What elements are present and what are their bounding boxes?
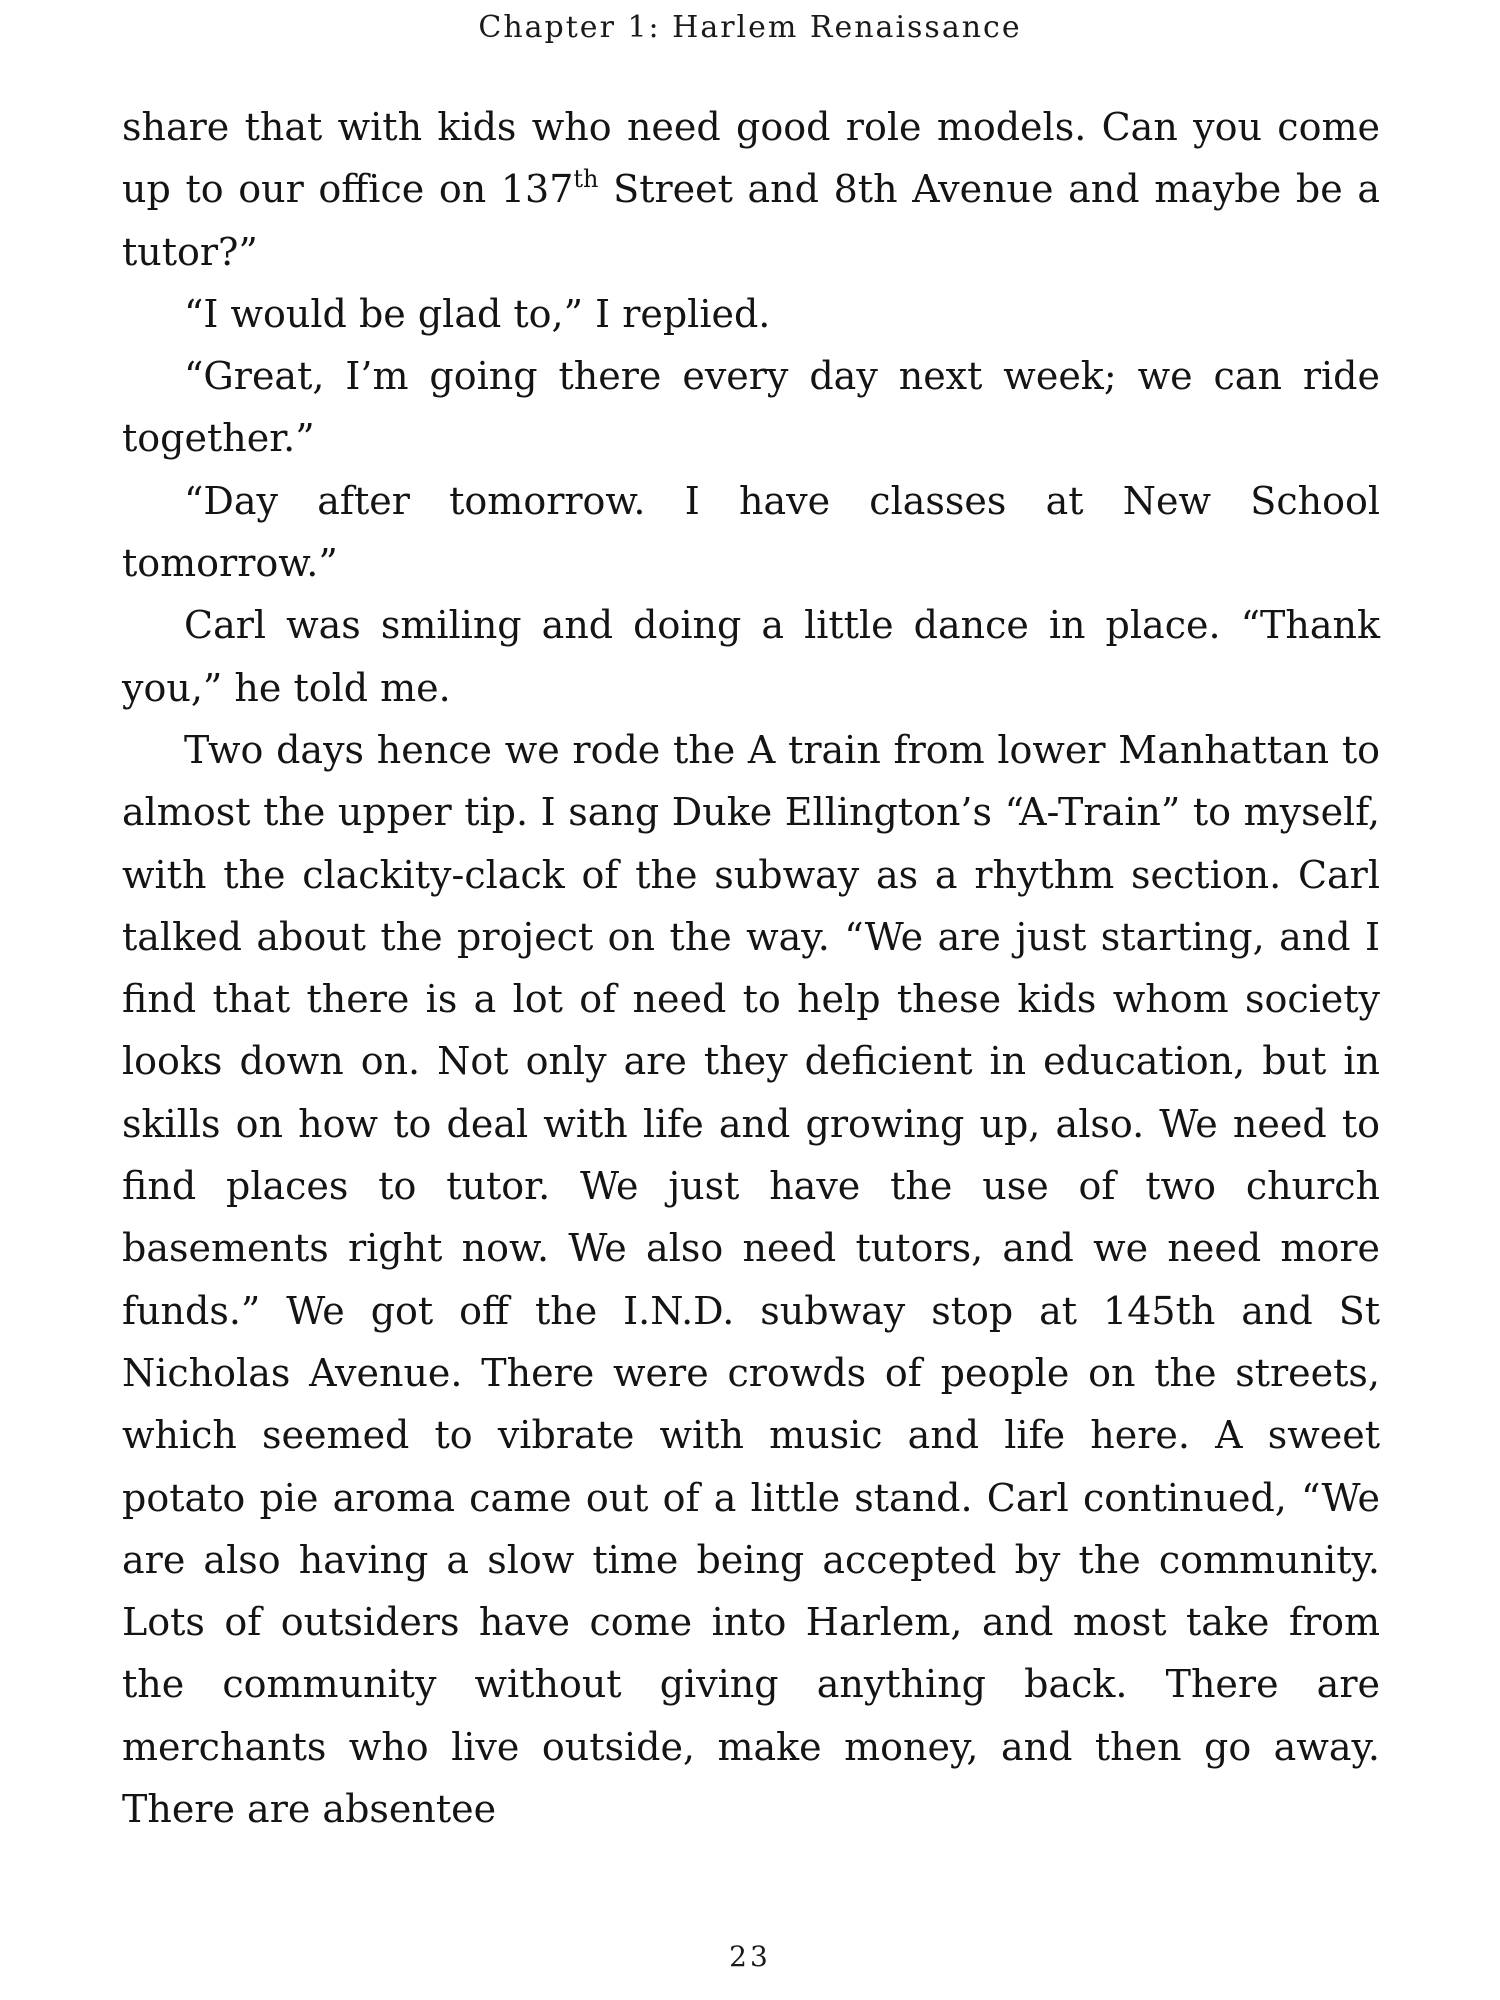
- paragraph: “Day after tomorrow. I have classes at New School tomorrow.”: [122, 478, 1380, 586]
- page-number: 23: [729, 1940, 771, 1973]
- paragraph-continued: [122, 96, 1380, 283]
- paragraph: “I would be glad to,” I replied.: [184, 291, 771, 336]
- paragraph-text-part: share that with kids who need good role models. Can you come up to our office on 137: [122, 105, 1380, 212]
- running-head: Chapter 1: Harlem Renaissance: [478, 10, 1022, 45]
- paragraph: Carl was smiling and doing a little dance in place. “Thank you,” he told me.: [122, 603, 1380, 710]
- paragraph: “Great, I’m going there every day next week; we can ride together.”: [122, 354, 1380, 461]
- paragraph: Two days hence we rode the A train from lower Manhattan to almost the upper tip. I sang Duke Ellington’s “A-Train” to myself, with the clackity-clack of the subway as a rhythm section. Carl talked about the project on the way. “We are just starting, and I find that there is a lot of need to help these kids whom society looks down on. Not only are they deficient in education, but in skills on how to deal with life and growing up, also. We need to find places to tutor. We just have the use of two church basements right now. We also need tutors, and we need more funds.” We got off the I.N.D. subway stop at 145th and St Nicholas Avenue. There were crowds of people on the streets, which seemed to vibrate with music and life here. A sweet potato pie aroma came out of a little stand. Carl continued, “We are also having a slow time being accepted by the community. Lots of outsiders have come into Harlem, and most take from the community without giving anything back. There are merchants who live outside, make money, and then go away. There are absentee: [122, 727, 1380, 1832]
- ordinal-superscript: th: [573, 164, 599, 193]
- body-text: [122, 96, 1380, 1840]
- paragraph-text-part: Street and 8th Avenue and maybe be a tutor?”: [122, 167, 1380, 274]
